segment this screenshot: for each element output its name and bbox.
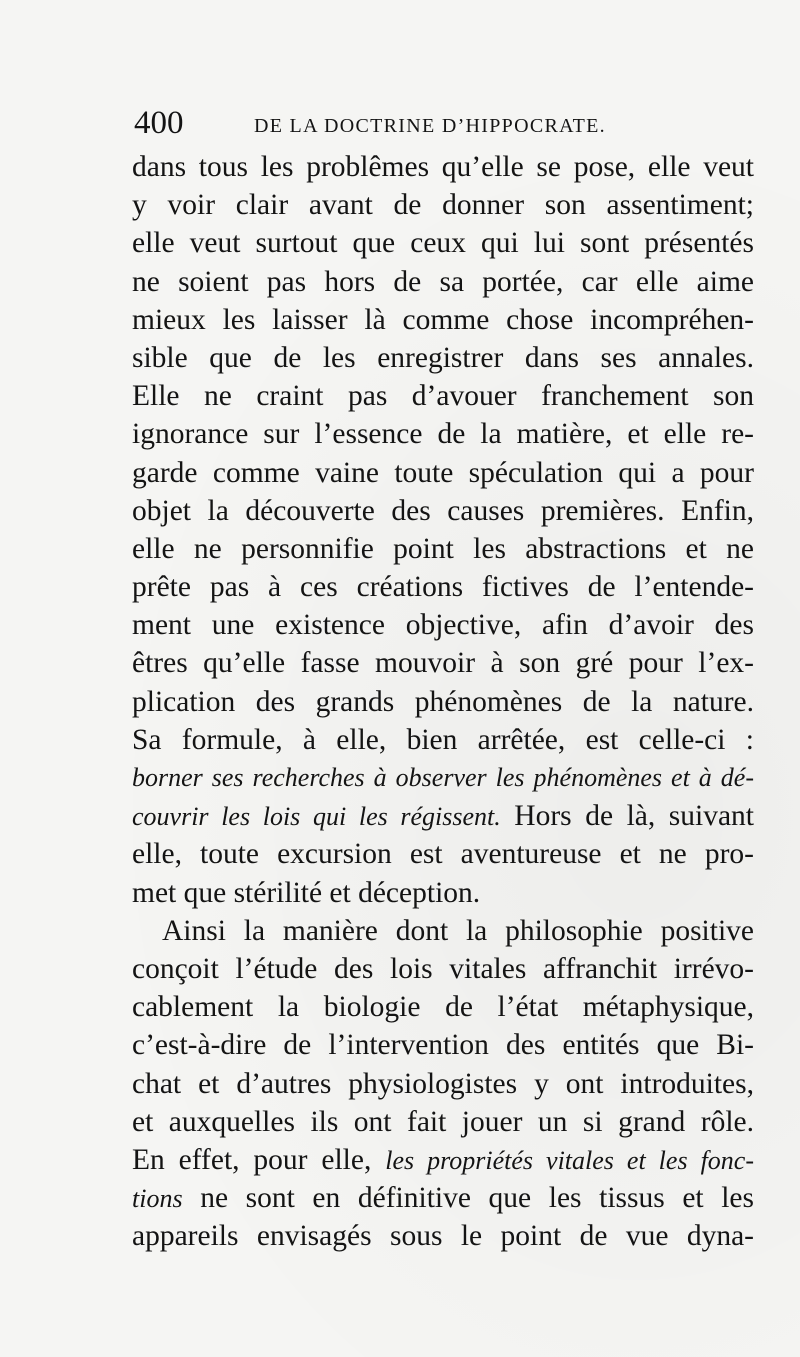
text-line: ne soient pas hors de sa portée, car elle aime [132, 265, 754, 298]
text-line: conçoit l’étude des lois vitales affranchit irrévo- [132, 952, 754, 985]
text-line: ignorance sur l’essence de la matière, et elle re- [132, 418, 754, 451]
page-header [134, 100, 754, 146]
text-line: chat et d’autres physiologistes y ont introduites, [132, 1067, 754, 1100]
text-line: garde comme vaine toute spéculation qui a pour [132, 456, 754, 489]
text-line: et auxquelles ils ont fait jouer un si grand rôle. [132, 1105, 754, 1138]
text-line: Sa formule, à elle, bien arrêtée, est celle-ci : [132, 723, 754, 756]
text-line: Elle ne craint pas d’avouer franchement son [132, 380, 754, 413]
italic-run: couvrir les lois qui les régissent. [132, 802, 501, 832]
text-line: elle ne personnifie point les abstractions et ne [132, 532, 754, 565]
text-line: dans tous les problêmes qu’elle se pose, elle veut [132, 151, 754, 183]
roman-run: En effet, pour elle, [132, 1143, 386, 1176]
mixed-text-line [132, 797, 754, 835]
text-line: ment une existence objective, afin d’avoir des [132, 609, 754, 642]
text-line: objet la découverte des causes premières. Enfin, [132, 494, 754, 527]
mixed-text-line [132, 1179, 754, 1217]
text-line: cablement la biologie de l’état métaphysique, [132, 991, 754, 1024]
italic-run: les propriétés vitales et les fonc- [385, 1145, 754, 1175]
text-line: prête pas à ces créations fictives de l’entende- [132, 571, 754, 604]
page-number: 400 [134, 105, 184, 141]
text-line: elle, toute excursion est aventureuse et ne pro- [132, 838, 754, 871]
text-line: appareils envisagés sous le point de vue dyna- [132, 1220, 754, 1253]
text-line: elle veut surtout que ceux qui lui sont présentés [132, 227, 754, 260]
text-line: c’est-à-dire de l’intervention des entités que Bi- [132, 1029, 754, 1062]
italic-text-line: borner ses recherches à observer les phénomènes et à dé- [132, 763, 754, 792]
roman-run: ne sont en définitive que les tissus et les [182, 1182, 754, 1215]
text-line: sible que de les enregistrer dans ses annales. [132, 341, 754, 374]
text-line: plication des grands phénomènes de la nature. [132, 685, 754, 718]
text-line: mieux les laisser là comme chose incompréhen- [132, 303, 754, 336]
mixed-text-line [132, 1141, 754, 1179]
text-line: y voir clair avant de donner son assentiment; [132, 189, 754, 222]
text-line: met que stérilité et déception. [132, 876, 481, 909]
italic-run: tions [132, 1184, 183, 1214]
text-line: êtres qu’elle fasse mouvoir à son gré pour l’ex- [132, 647, 754, 680]
running-head: DE LA DOCTRINE D’HIPPOCRATE. [254, 115, 606, 137]
text-line: Ainsi la manière dont la philosophie positive [162, 914, 754, 947]
roman-run: Hors de là, suivant [500, 800, 754, 833]
body-text [132, 148, 754, 1255]
